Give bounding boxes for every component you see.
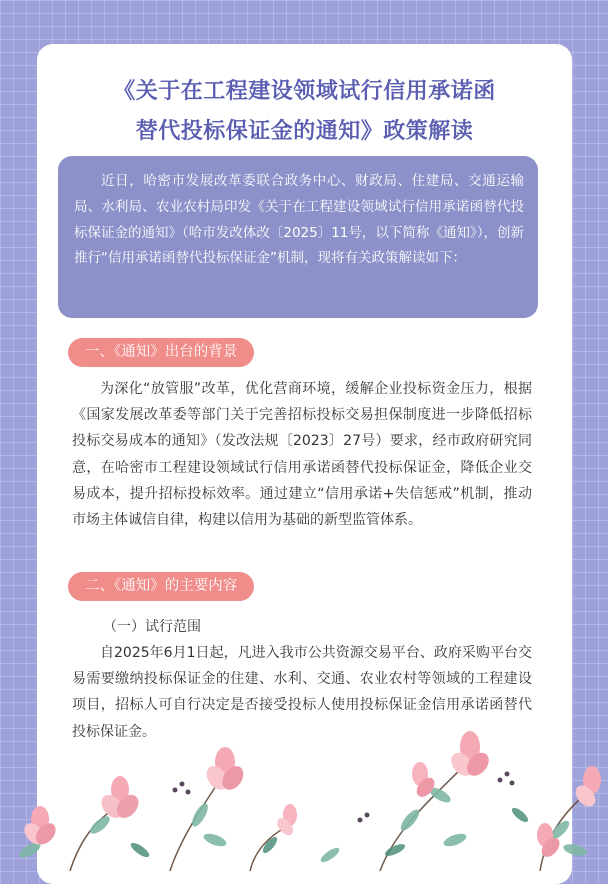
title-line-2: 替代投标保证金的通知》政策解读 — [135, 119, 474, 144]
page-title — [37, 72, 572, 152]
pink-blossoms — [20, 731, 601, 860]
title-line-1: 《关于在工程建设领域试行信用承诺函 — [113, 79, 496, 104]
section1-paragraph: 为深化“放管服”改革，优化营商环境，缓解企业投标资金压力，根据《国家发展改革委等部门关于完善招标投标交易担保制度进一步降低招标投标交易成本的通知》（发改法规〔2023〕27号）要求，经市政府研究同意，在哈密市工程建设领域试行信用承诺函替代投标保证金，降低企业交易成本，提升招标投标效率。通过建立“信用承诺+失信惩戒”机制，推动市场主体诚信自律，构建以信用为基础的新型监管体系。 — [72, 381, 532, 529]
section1-body — [72, 376, 532, 533]
floral-decoration — [0, 720, 608, 871]
leaf-cluster — [17, 785, 588, 865]
intro-paragraph: 近日，哈密市发展改革委联合政务中心、财政局、住建局、交通运输局、水利局、农业农村局印发《关于在工程建设领域试行信用承诺函替代投标保证金的通知》（哈市发改体改〔2025〕11号，以下简称《通知》），创新推行“信用承诺函替代投标保证金”机制，现将有关政策解读如下： — [74, 173, 524, 267]
intro-box — [58, 156, 538, 318]
section1-heading: 一、《通知》出台的背景 — [68, 338, 254, 367]
section2-paragraph: 自2025年6月1日起，凡进入我市公共资源交易平台、政府采购平台交易需要缴纳投标保证金的住建、水利、交通、农业农村等领域的工程建设项目，招标人可自行决定是否接受投标人使用投标保证金信用承诺函替代投标保证金。 — [72, 645, 532, 740]
section2-heading: 二、《通知》的主要内容 — [68, 572, 254, 601]
section2-subheading: （一）试行范围 — [103, 619, 201, 635]
